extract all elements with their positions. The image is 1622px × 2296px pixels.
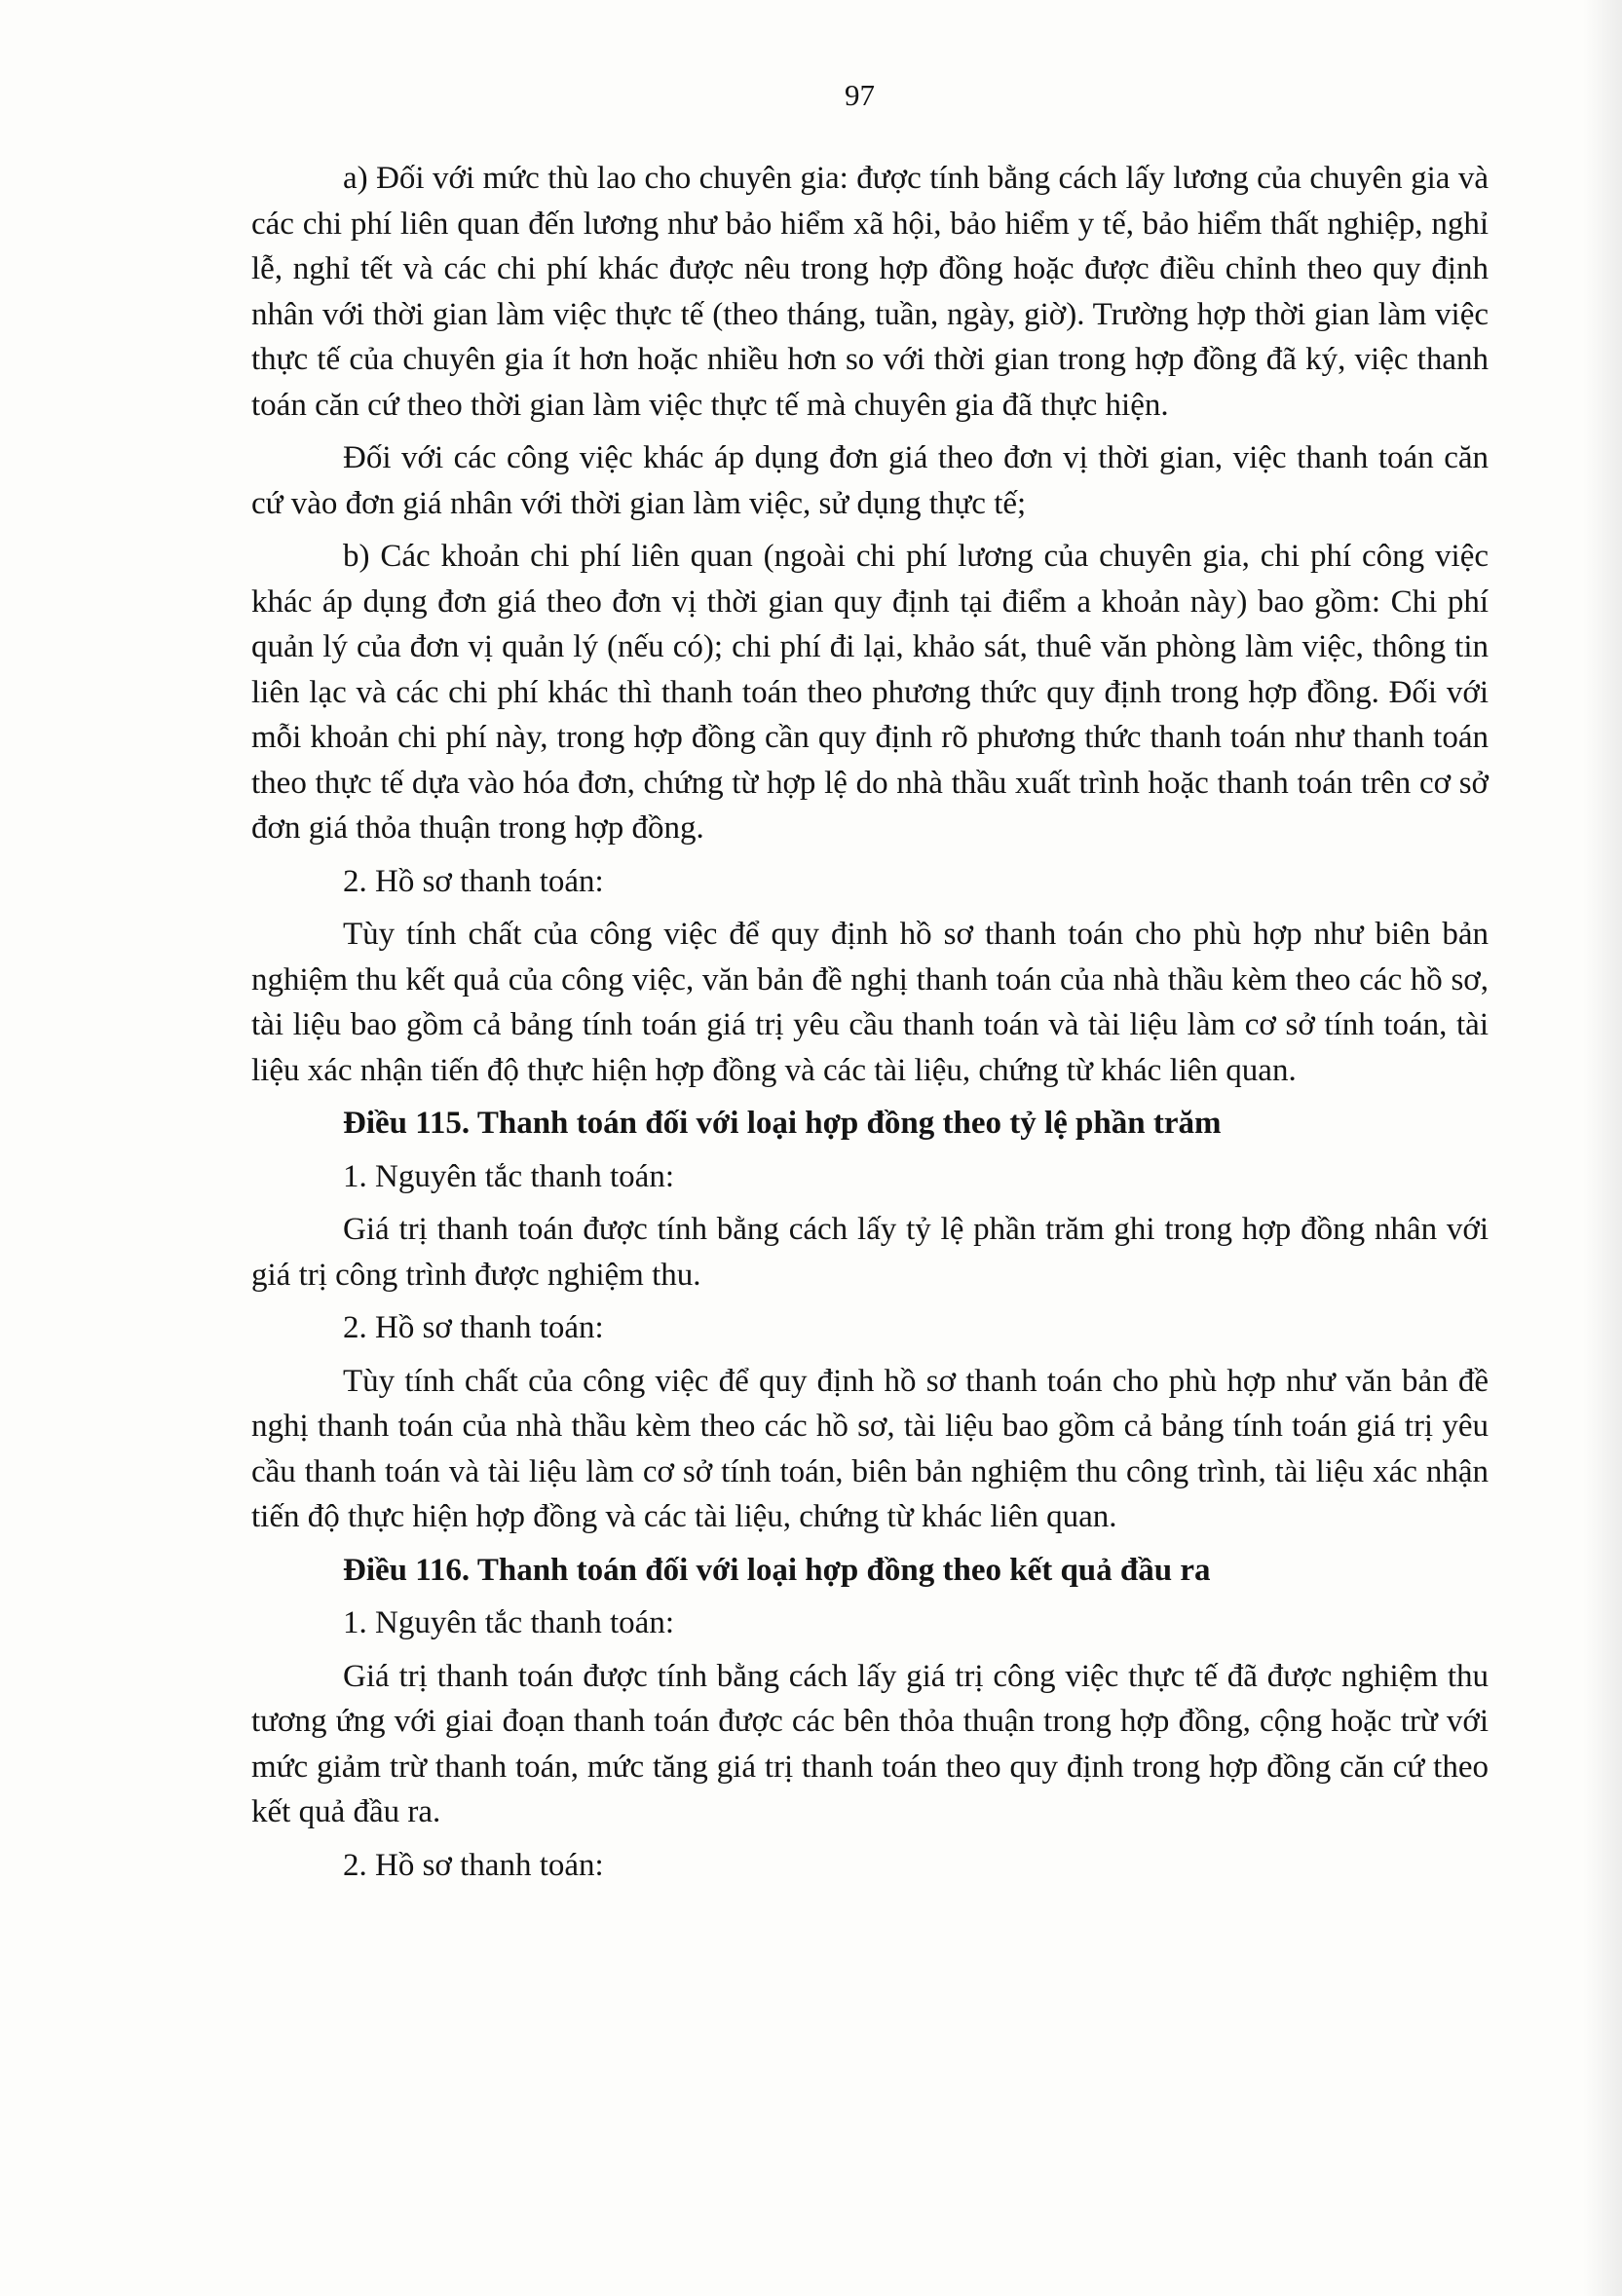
article-116-dossier-heading: 2. Hồ sơ thanh toán: [343,1847,604,1883]
paragraph-payment-dossier-body: Tùy tính chất của công việc để quy định hồ sơ thanh toán cho phù hợp như biên bản nghiệm thu kết quả của công việc, văn bản đề nghị thanh toán của nhà thầu kèm theo các hồ sơ, tài liệu bao gồm cả bảng tính toán giá trị yêu cầu thanh toán và tài liệu làm cơ sở tính toán, tài liệu xác nhận tiến độ thực hiện hợp đồng và các tài liệu, chứng từ khác liên quan. [251,917,1489,1088]
article-115-dossier-heading: 2. Hồ sơ thanh toán: [343,1310,604,1345]
article-116-heading: Điều 116. Thanh toán đối với loại hợp đồng theo kết quả đầu ra [343,1552,1211,1588]
article-115-dossier-body: Tùy tính chất của công việc để quy định hồ sơ thanh toán cho phù hợp như văn bản đề nghị thanh toán của nhà thầu kèm theo các hồ sơ, tài liệu bao gồm cả bảng tính toán giá trị yêu cầu thanh toán và tài liệu làm cơ sở tính toán, biên bản nghiệm thu công trình, tài liệu xác nhận tiến độ thực hiện hợp đồng và các tài liệu, chứng từ khác liên quan. [251,1363,1489,1534]
article-115-heading: Điều 115. Thanh toán đối với loại hợp đồng theo tỷ lệ phần trăm [343,1106,1222,1141]
page-number: 97 [845,78,875,112]
paragraph-other-time-based-work: Đối với các công việc khác áp dụng đơn giá theo đơn vị thời gian, việc thanh toán căn cứ vào đơn giá nhân với thời gian làm việc, sử dụng thực tế; [251,440,1489,521]
article-116-principle-body: Giá trị thanh toán được tính bằng cách lấy giá trị công việc thực tế đã được nghiệm thu tương ứng với giai đoạn thanh toán được các bên thỏa thuận trong hợp đồng, cộng hoặc trừ với mức giảm trừ thanh toán, mức tăng giá trị thanh toán theo quy định trong hợp đồng căn cứ theo kết quả đầu ra. [251,1658,1489,1829]
article-115-principle-body: Giá trị thanh toán được tính bằng cách lấy tỷ lệ phần trăm ghi trong hợp đồng nhân với giá trị công trình được nghiệm thu. [251,1212,1489,1293]
paragraph-1a-expert-fees: a) Đối với mức thù lao cho chuyên gia: được tính bằng cách lấy lương của chuyên gia và các chi phí liên quan đến lương như bảo hiểm xã hội, bảo hiểm y tế, bảo hiểm thất nghiệp, nghỉ lễ, nghỉ tết và các chi phí khác được nêu trong hợp đồng hoặc được điều chỉnh theo quy định nhân với thời gian làm việc thực tế (theo tháng, tuần, ngày, giờ). Trường hợp thời gian làm việc thực tế của chuyên gia ít hơn hoặc nhiều hơn so với thời gian trong hợp đồng đã ký, việc thanh toán căn cứ theo thời gian làm việc thực tế mà chuyên gia đã thực hiện. [251,161,1489,423]
article-116-principle-heading: 1. Nguyên tắc thanh toán: [343,1605,674,1640]
paragraph-1b-related-costs: b) Các khoản chi phí liên quan (ngoài chi phí lương của chuyên gia, chi phí công việc khác áp dụng đơn giá theo đơn vị thời gian quy định tại điểm a khoản này) bao gồm: Chi phí quản lý của đơn vị quản lý (nếu có); chi phí đi lại, khảo sát, thuê văn phòng làm việc, thông tin liên lạc và các chi phí khác thì thanh toán theo phương thức quy định trong hợp đồng. Đối với mỗi khoản chi phí này, trong hợp đồng cần quy định rõ phương thức thanh toán như thanh toán theo thực tế dựa vào hóa đơn, chứng từ hợp lệ do nhà thầu xuất trình hoặc thanh toán trên cơ sở đơn giá thỏa thuận trong hợp đồng. [251,539,1489,846]
article-115-principle-heading: 1. Nguyên tắc thanh toán: [343,1158,674,1194]
scan-shadow-edge [1583,0,1622,2296]
document-body [251,156,1489,1896]
paragraph-payment-dossier-heading: 2. Hồ sơ thanh toán: [343,863,604,899]
